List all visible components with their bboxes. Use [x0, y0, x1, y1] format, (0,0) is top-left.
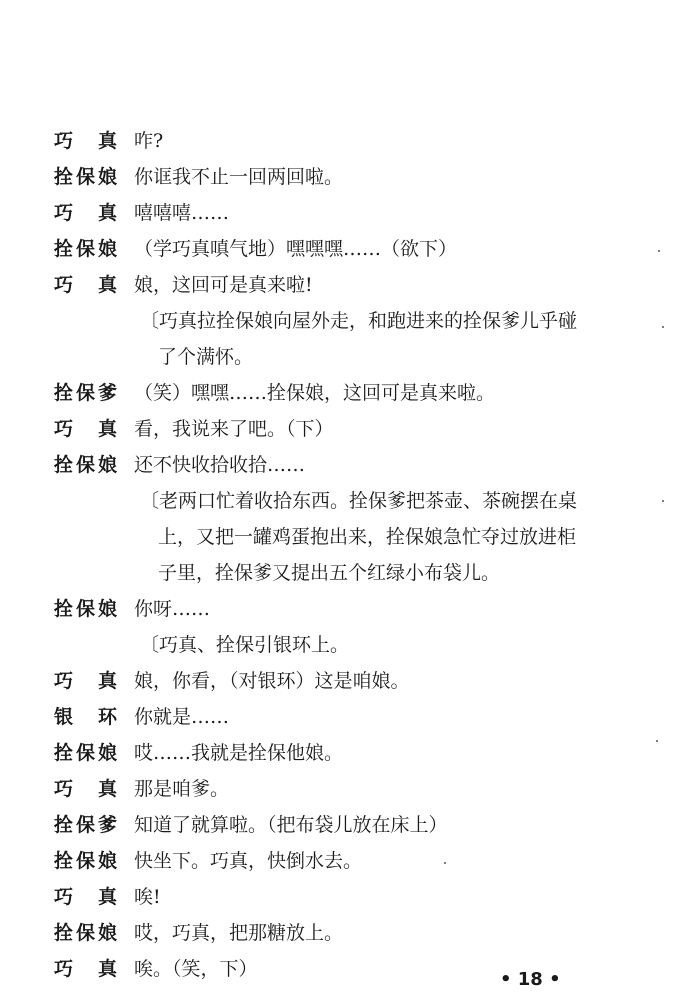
speaker-name: 巧 真	[54, 274, 118, 296]
dialogue-line	[0, 774, 690, 804]
dialogue-text: 知道了就算啦。（把布袋儿放在床上）	[134, 814, 448, 836]
dialogue-line	[0, 846, 690, 876]
speaker-name: 巧 真	[54, 886, 118, 908]
stage-direction-line	[0, 630, 690, 660]
speaker-name: 拴保娘	[54, 238, 118, 260]
speaker-name: 巧 真	[54, 670, 118, 692]
dialogue-text: 哎……我就是拴保他娘。	[134, 742, 344, 764]
dialogue-line	[0, 414, 690, 444]
speaker-name: 拴保娘	[54, 742, 118, 764]
speaker-name: 银 环	[54, 706, 118, 728]
dialogue-text: 娘，你看，（对银环）这是咱娘。	[134, 670, 410, 692]
dialogue-text: 快坐下。巧真，快倒水去。	[134, 850, 363, 872]
dialogue-line	[0, 234, 690, 264]
speaker-name: 巧 真	[54, 778, 118, 800]
stage-direction-continued: 子里，拴保爹又提出五个红绿小布袋儿。	[158, 562, 501, 584]
dialogue-line	[0, 918, 690, 948]
dialogue-line	[0, 198, 690, 228]
scan-speck	[656, 740, 658, 742]
dialogue-line	[0, 954, 690, 984]
dialogue-text: 嘻嘻嘻……	[134, 202, 230, 224]
scan-speck	[658, 250, 660, 252]
dialogue-line	[0, 738, 690, 768]
dialogue-text: （学巧真嗔气地）嘿嘿嘿……（欲下）	[134, 238, 458, 260]
dialogue-line	[0, 702, 690, 732]
dialogue-text: 唉!	[134, 886, 161, 908]
dialogue-line	[0, 594, 690, 624]
speaker-name: 巧 真	[54, 130, 118, 152]
speaker-name: 巧 真	[54, 418, 118, 440]
dialogue-text: 哎，巧真，把那糖放上。	[134, 922, 344, 944]
scan-speck	[662, 326, 664, 328]
dialogue-line	[0, 810, 690, 840]
scan-speck	[662, 500, 664, 502]
dialogue-text: 你诓我不止一回两回啦。	[134, 166, 344, 188]
dialogue-line	[0, 270, 690, 300]
speaker-name: 拴保娘	[54, 850, 118, 872]
speaker-name: 拴保爹	[54, 382, 118, 404]
stage-direction-line	[0, 558, 690, 588]
dialogue-text: 那是咱爹。	[134, 778, 230, 800]
dialogue-text: 你呀……	[134, 598, 211, 620]
speaker-name: 拴保娘	[54, 922, 118, 944]
page-number: • 18 •	[500, 969, 561, 990]
scan-speck	[444, 862, 446, 864]
stage-direction: 〔老两口忙着收拾东西。拴保爹把茶壶、茶碗摆在桌	[140, 490, 578, 512]
stage-direction-continued: 上，又把一罐鸡蛋抱出来，拴保娘急忙夺过放进柜	[158, 526, 577, 548]
dialogue-line	[0, 378, 690, 408]
dialogue-text: 你就是……	[134, 706, 230, 728]
speaker-name: 巧 真	[54, 958, 118, 980]
dialogue-line	[0, 450, 690, 480]
stage-direction-line	[0, 486, 690, 516]
stage-direction-line	[0, 342, 690, 372]
speaker-name: 拴保爹	[54, 814, 118, 836]
dialogue-line	[0, 162, 690, 192]
stage-direction-line	[0, 522, 690, 552]
stage-direction: 〔巧真拉拴保娘向屋外走，和跑进来的拴保爹儿乎碰	[140, 310, 578, 332]
speaker-name: 拴保娘	[54, 454, 118, 476]
speaker-name: 拴保娘	[54, 598, 118, 620]
dialogue-line	[0, 666, 690, 696]
dialogue-text: 咋?	[134, 130, 164, 152]
stage-direction-continued: 了个满怀。	[158, 346, 254, 368]
dialogue-text: 看，我说来了吧。（下）	[134, 418, 334, 440]
stage-direction: 〔巧真、拴保引银环上。	[140, 634, 350, 656]
dialogue-line	[0, 882, 690, 912]
dialogue-text: 娘，这回可是真来啦!	[134, 274, 313, 296]
dialogue-text: 唉。（笑，下）	[134, 958, 258, 980]
stage-direction-line	[0, 306, 690, 336]
speaker-name: 拴保娘	[54, 166, 118, 188]
speaker-name: 巧 真	[54, 202, 118, 224]
dialogue-line	[0, 126, 690, 156]
dialogue-text: 还不快收拾收拾……	[134, 454, 306, 476]
dialogue-text: （笑）嘿嘿……拴保娘，这回可是真来啦。	[134, 382, 496, 404]
